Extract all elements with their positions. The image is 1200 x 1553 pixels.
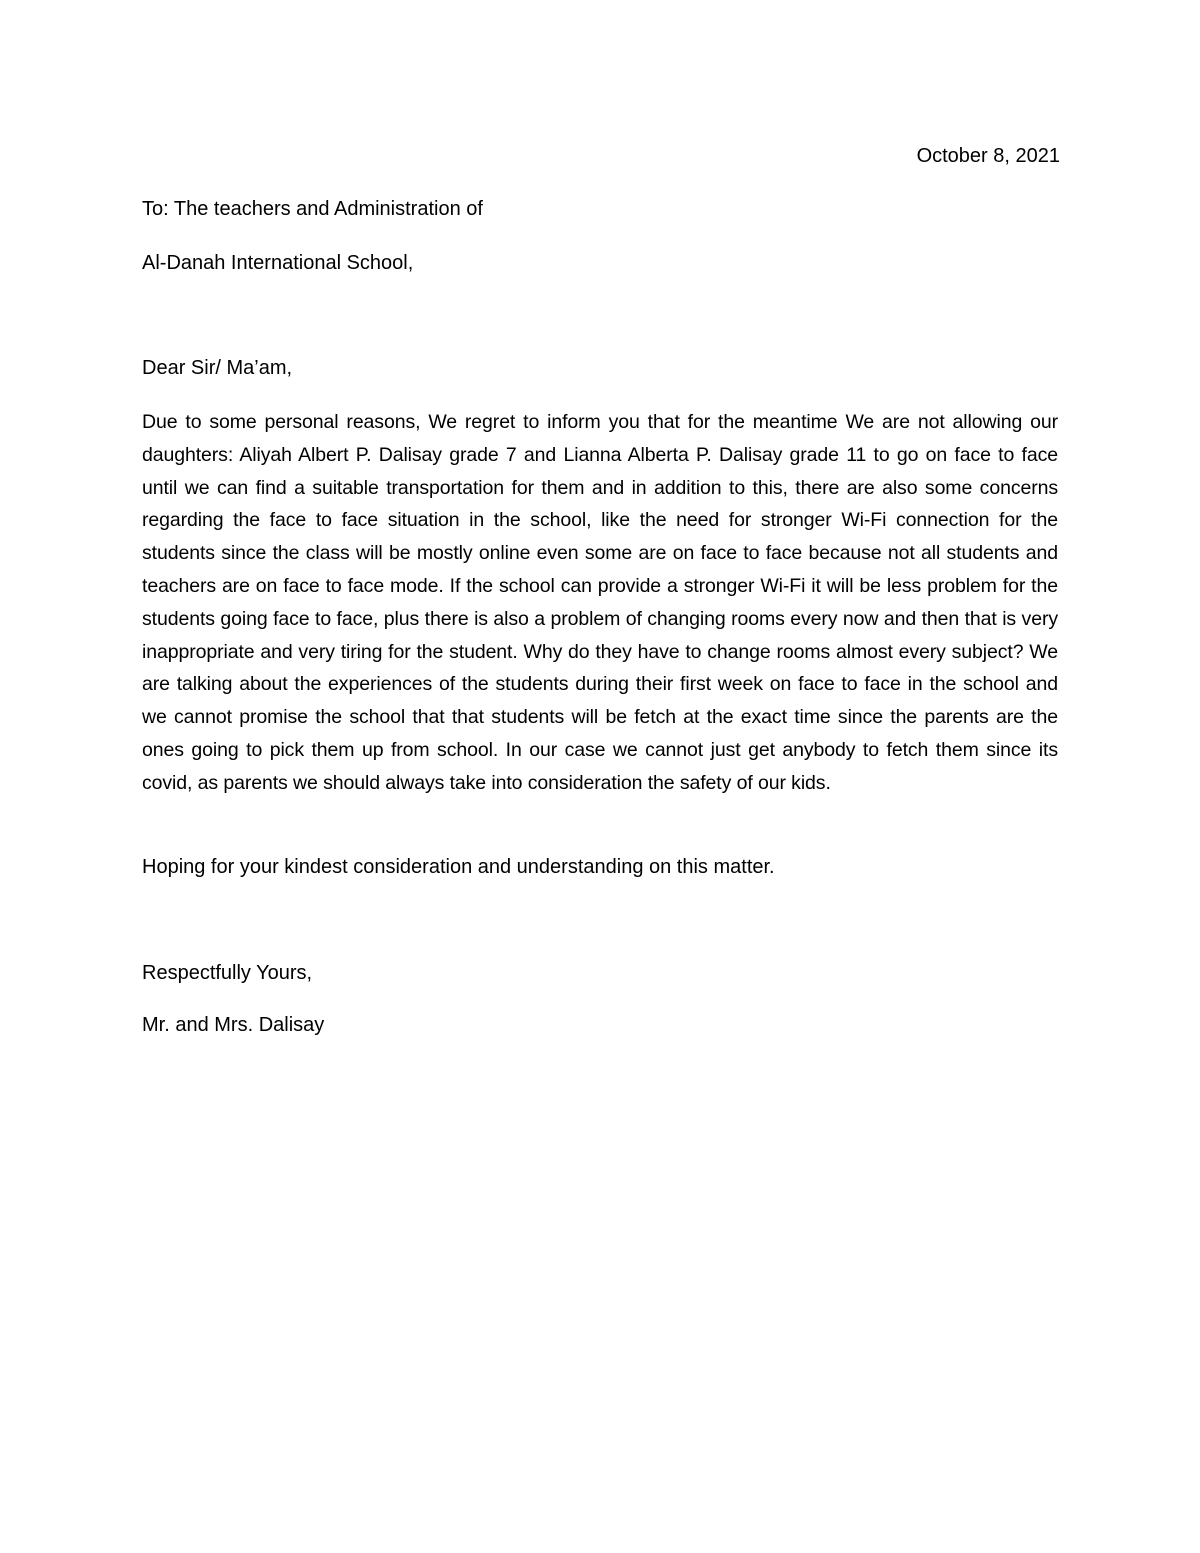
closing-salutation: Respectfully Yours, <box>142 962 313 984</box>
signature-name: Mr. and Mrs. Dalisay <box>142 1014 325 1036</box>
recipient-line-2: Al-Danah International School, <box>142 252 414 274</box>
salutation: Dear Sir/ Ma’am, <box>142 357 293 379</box>
recipient-line-1: To: The teachers and Administration of <box>142 198 483 220</box>
closing-paragraph: Hoping for your kindest consideration and understanding on this matter. <box>142 856 775 878</box>
letter-date: October 8, 2021 <box>916 145 1060 167</box>
letter-body-paragraph: Due to some personal reasons, We regret to inform you that for the meantime We are not allowing our daughters: Aliyah Albert P. Dalisay grade 7 and Lianna Alberta P. Dalisay grade 11 to go on face to face until we can find a suitable transportation for them and in addition to this, there are also some concerns regarding the face to face situation in the school, like the need for stronger Wi-Fi connection for the students since the class will be mostly online even some are on face to face because not all students and teachers are on face to face mode. If the school can provide a stronger Wi-Fi it will be less problem for the students going face to face, plus there is also a problem of changing rooms every now and then that is very inappropriate and very tiring for the student. Why do they have to change rooms almost every subject? We are talking about the experiences of the students during their first week on face to face in the school and we cannot promise the school that that students will be fetch at the exact time since the parents are the ones going to pick them up from school. In our case we cannot just get anybody to fetch them since its covid, as parents we should always take into consideration the safety of our kids. <box>142 411 1058 794</box>
